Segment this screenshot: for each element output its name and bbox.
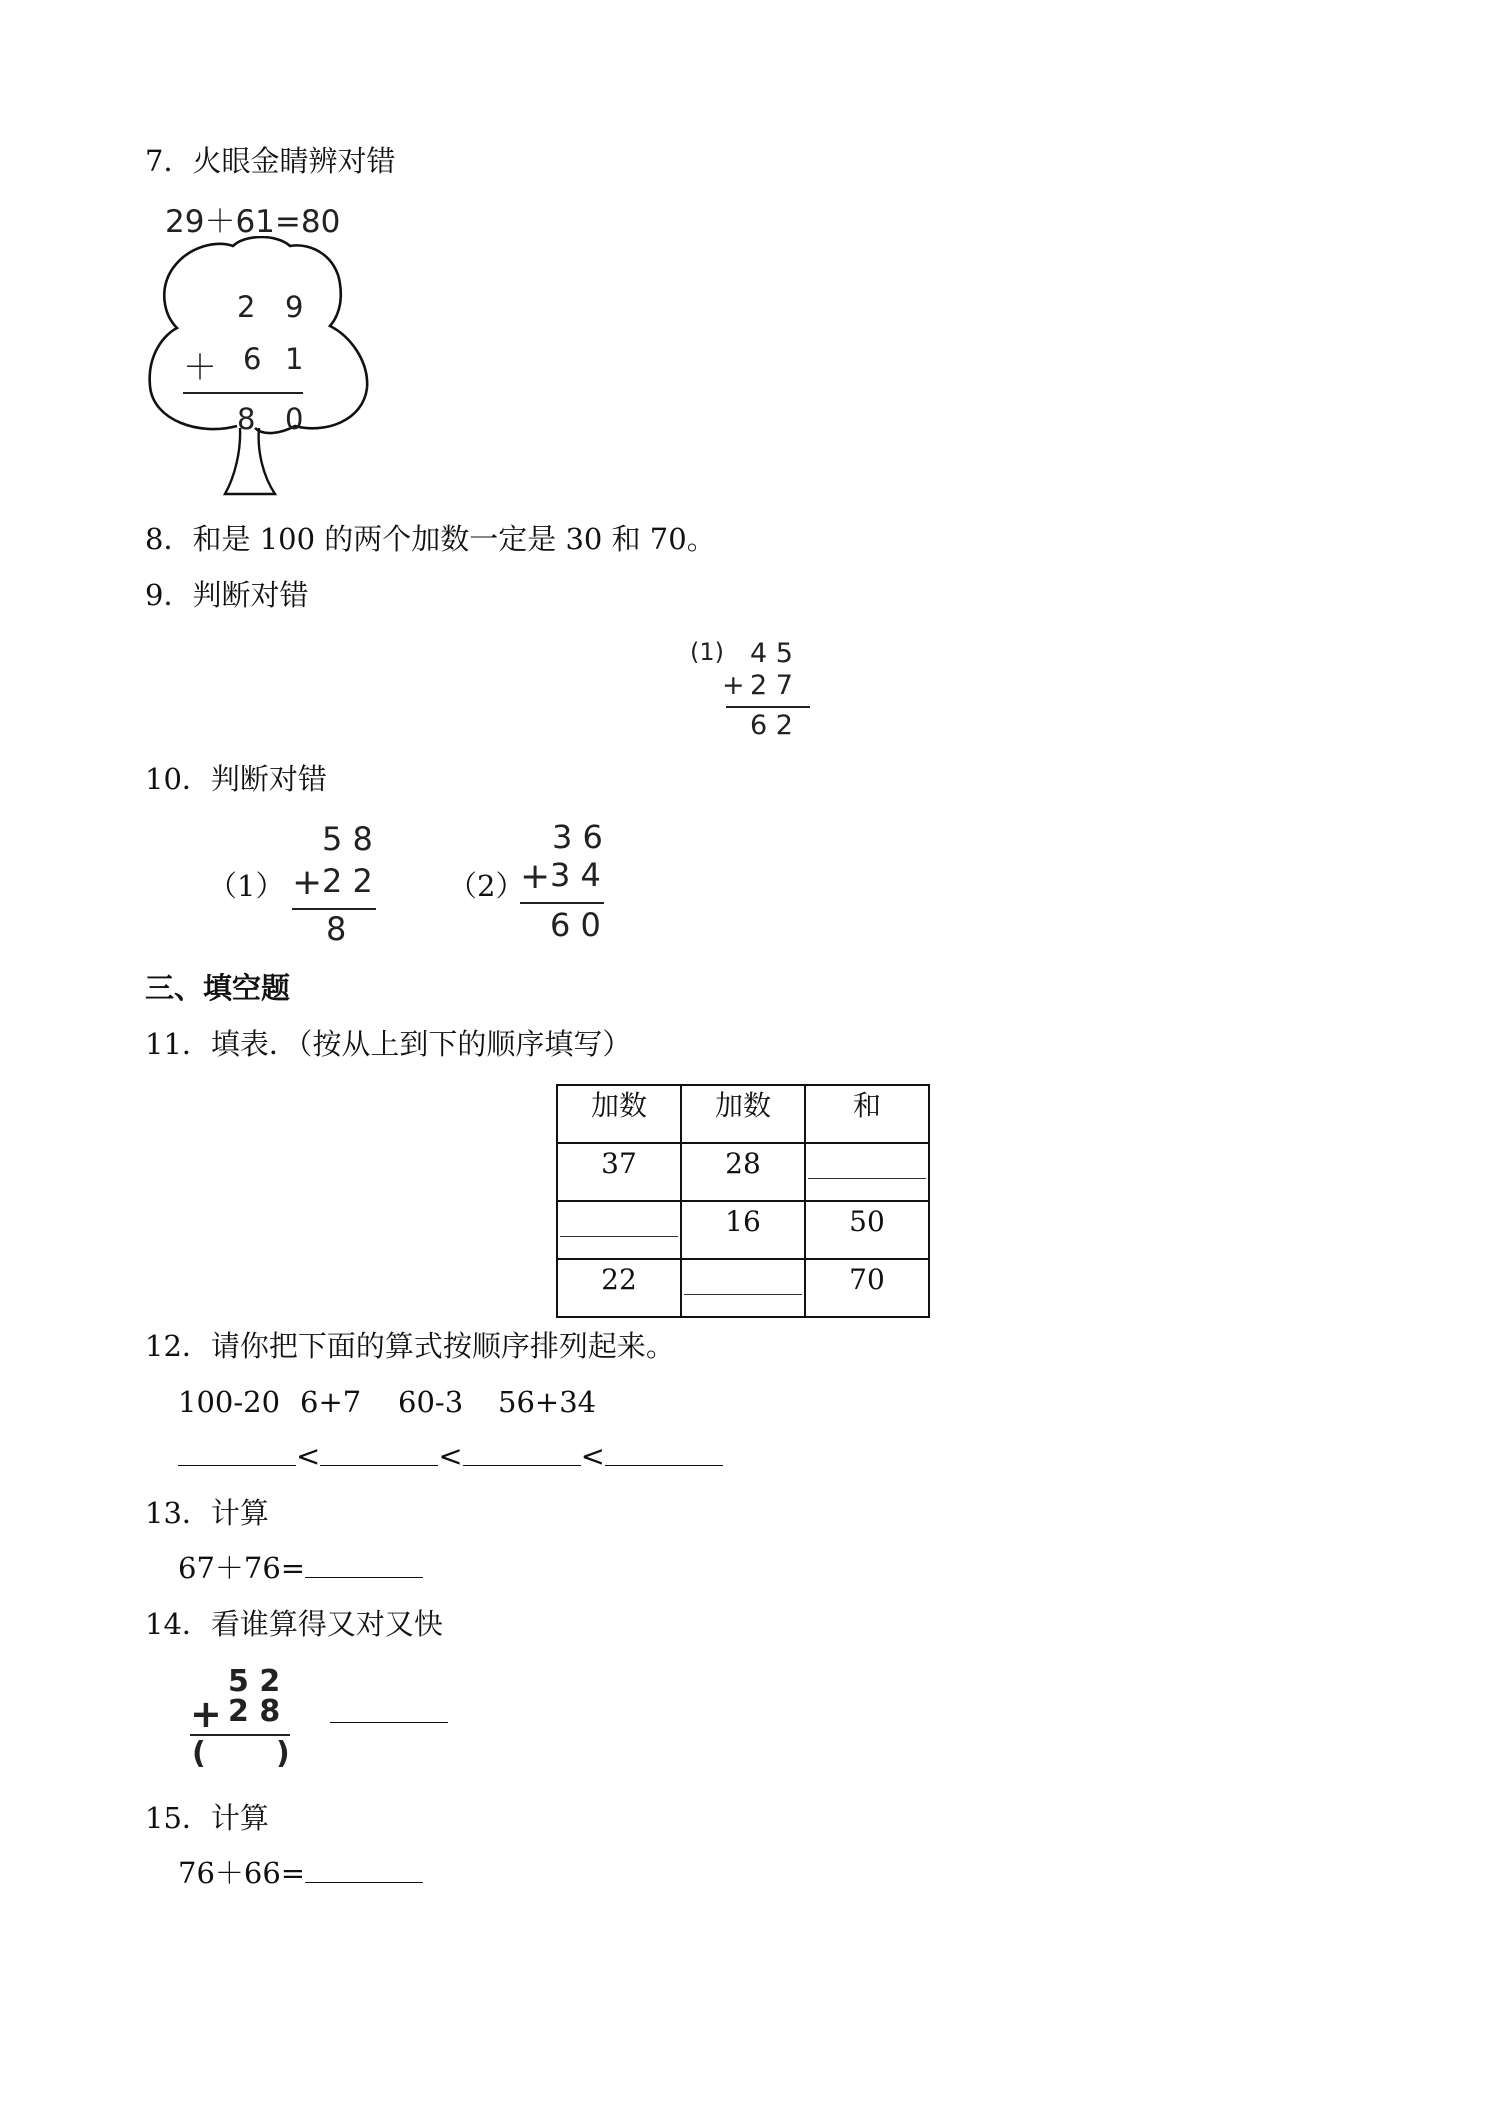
table-cell: 28 xyxy=(681,1143,805,1201)
q13-expression-row xyxy=(178,1550,423,1586)
q7-equation: 29＋61=80 xyxy=(165,204,341,240)
table-cell: 50 xyxy=(805,1201,929,1259)
q10-problem-1 xyxy=(290,820,390,950)
table-cell: 37 xyxy=(557,1143,681,1201)
table-cell: 70 xyxy=(805,1259,929,1317)
less-than-sign: < xyxy=(580,1439,605,1473)
q12-expr-3: 60-3 xyxy=(398,1385,464,1419)
q11-fill-table xyxy=(556,1084,930,1318)
q8-text: 8．和是 100 的两个加数一定是 30 和 70。 xyxy=(145,522,716,556)
q9-sum-line xyxy=(726,706,810,708)
q7-result-digit-2: 0 xyxy=(285,402,304,436)
answer-blank-cell[interactable] xyxy=(805,1143,929,1201)
answer-blank[interactable] xyxy=(320,1465,438,1466)
q9-top-number: 4 5 xyxy=(750,638,793,669)
table-cell: 16 xyxy=(681,1201,805,1259)
q10-p2-plus: + xyxy=(520,856,551,897)
answer-blank-line xyxy=(684,1294,802,1295)
q10-label-2: （2） xyxy=(448,869,525,903)
q14-top-number: 5 2 xyxy=(228,1664,281,1699)
table-row xyxy=(557,1259,929,1317)
q9-label: (1) xyxy=(690,638,724,666)
q9-vertical-addition xyxy=(690,638,820,748)
answer-blank-cell[interactable] xyxy=(681,1259,805,1317)
q10-title: 10．判断对错 xyxy=(145,762,327,796)
q14-paren-open: ( xyxy=(192,1736,206,1771)
q9-result: 6 2 xyxy=(750,710,793,741)
header-addend-1: 加数 xyxy=(557,1085,681,1143)
q7-result-digit-1: 8 xyxy=(237,402,256,436)
q7-top-digit-1: 2 xyxy=(237,290,256,324)
q10-p2-result: 6 0 xyxy=(550,906,601,944)
q7-title: 7．火眼金睛辨对错 xyxy=(145,144,396,178)
q7-sum-line xyxy=(183,392,303,394)
answer-blank[interactable] xyxy=(330,1722,448,1723)
less-than-sign: < xyxy=(296,1439,321,1473)
q10-p1-plus: + xyxy=(292,862,323,903)
q14-vertical-addition xyxy=(188,1664,298,1774)
q10-p2-bottom: 3 4 xyxy=(550,856,601,894)
q14-sum-line xyxy=(190,1734,290,1736)
q7-mid-digit-1: 6 xyxy=(243,342,262,376)
q9-plus-sign: + xyxy=(722,670,745,701)
q10-label-1: （1） xyxy=(208,869,285,903)
q14-paren-close: ) xyxy=(276,1736,290,1771)
answer-blank[interactable] xyxy=(305,1882,423,1883)
q10-p2-sum-line xyxy=(520,902,604,904)
q13-title: 13．计算 xyxy=(145,1496,269,1530)
q9-bottom-number: 2 7 xyxy=(750,670,793,701)
table-header-row xyxy=(557,1085,929,1143)
table-row xyxy=(557,1143,929,1201)
q15-expression: 76＋66= xyxy=(178,1856,306,1890)
header-sum: 和 xyxy=(805,1085,929,1143)
q7-mid-digit-2: 1 xyxy=(285,342,304,376)
q7-plus-sign: ＋ xyxy=(183,348,217,388)
answer-blank-cell[interactable] xyxy=(557,1201,681,1259)
q14-title: 14．看谁算得又对又快 xyxy=(145,1607,443,1641)
q14-bottom-number: 2 8 xyxy=(228,1694,281,1729)
table-row xyxy=(557,1201,929,1259)
q9-title: 9．判断对错 xyxy=(145,578,309,612)
q10-p1-result: 8 xyxy=(326,910,347,948)
q7-top-digit-2: 9 xyxy=(285,290,304,324)
less-than-sign: < xyxy=(438,1439,463,1473)
answer-blank-line xyxy=(808,1178,926,1179)
header-addend-2: 加数 xyxy=(681,1085,805,1143)
q10-p1-bottom: 2 2 xyxy=(322,862,373,900)
q10-p1-top: 5 8 xyxy=(322,820,373,858)
q14-plus-sign: + xyxy=(190,1692,222,1736)
q15-title: 15．计算 xyxy=(145,1801,269,1835)
q7-tree-figure xyxy=(145,196,385,506)
q12-title: 12．请你把下面的算式按顺序排列起来。 xyxy=(145,1329,675,1363)
q10-p1-sum-line xyxy=(292,908,376,910)
answer-blank-line xyxy=(560,1236,678,1237)
answer-blank[interactable] xyxy=(463,1465,581,1466)
q12-answer-row xyxy=(178,1438,723,1474)
answer-blank[interactable] xyxy=(605,1465,723,1466)
q10-p2-top: 3 6 xyxy=(552,818,603,856)
section-3-heading: 三、填空题 xyxy=(145,971,291,1005)
q12-expr-4: 56+34 xyxy=(498,1385,597,1419)
q12-expr-2: 6+7 xyxy=(300,1385,362,1419)
q13-expression: 67＋76= xyxy=(178,1551,306,1585)
q12-expr-1: 100-20 xyxy=(178,1385,281,1419)
q15-expression-row xyxy=(178,1855,423,1891)
answer-blank[interactable] xyxy=(305,1577,423,1578)
q10-problem-2 xyxy=(518,818,618,948)
answer-blank[interactable] xyxy=(178,1465,296,1466)
table-cell: 22 xyxy=(557,1259,681,1317)
q11-title: 11．填表．（按从上到下的顺序填写） xyxy=(145,1027,632,1061)
